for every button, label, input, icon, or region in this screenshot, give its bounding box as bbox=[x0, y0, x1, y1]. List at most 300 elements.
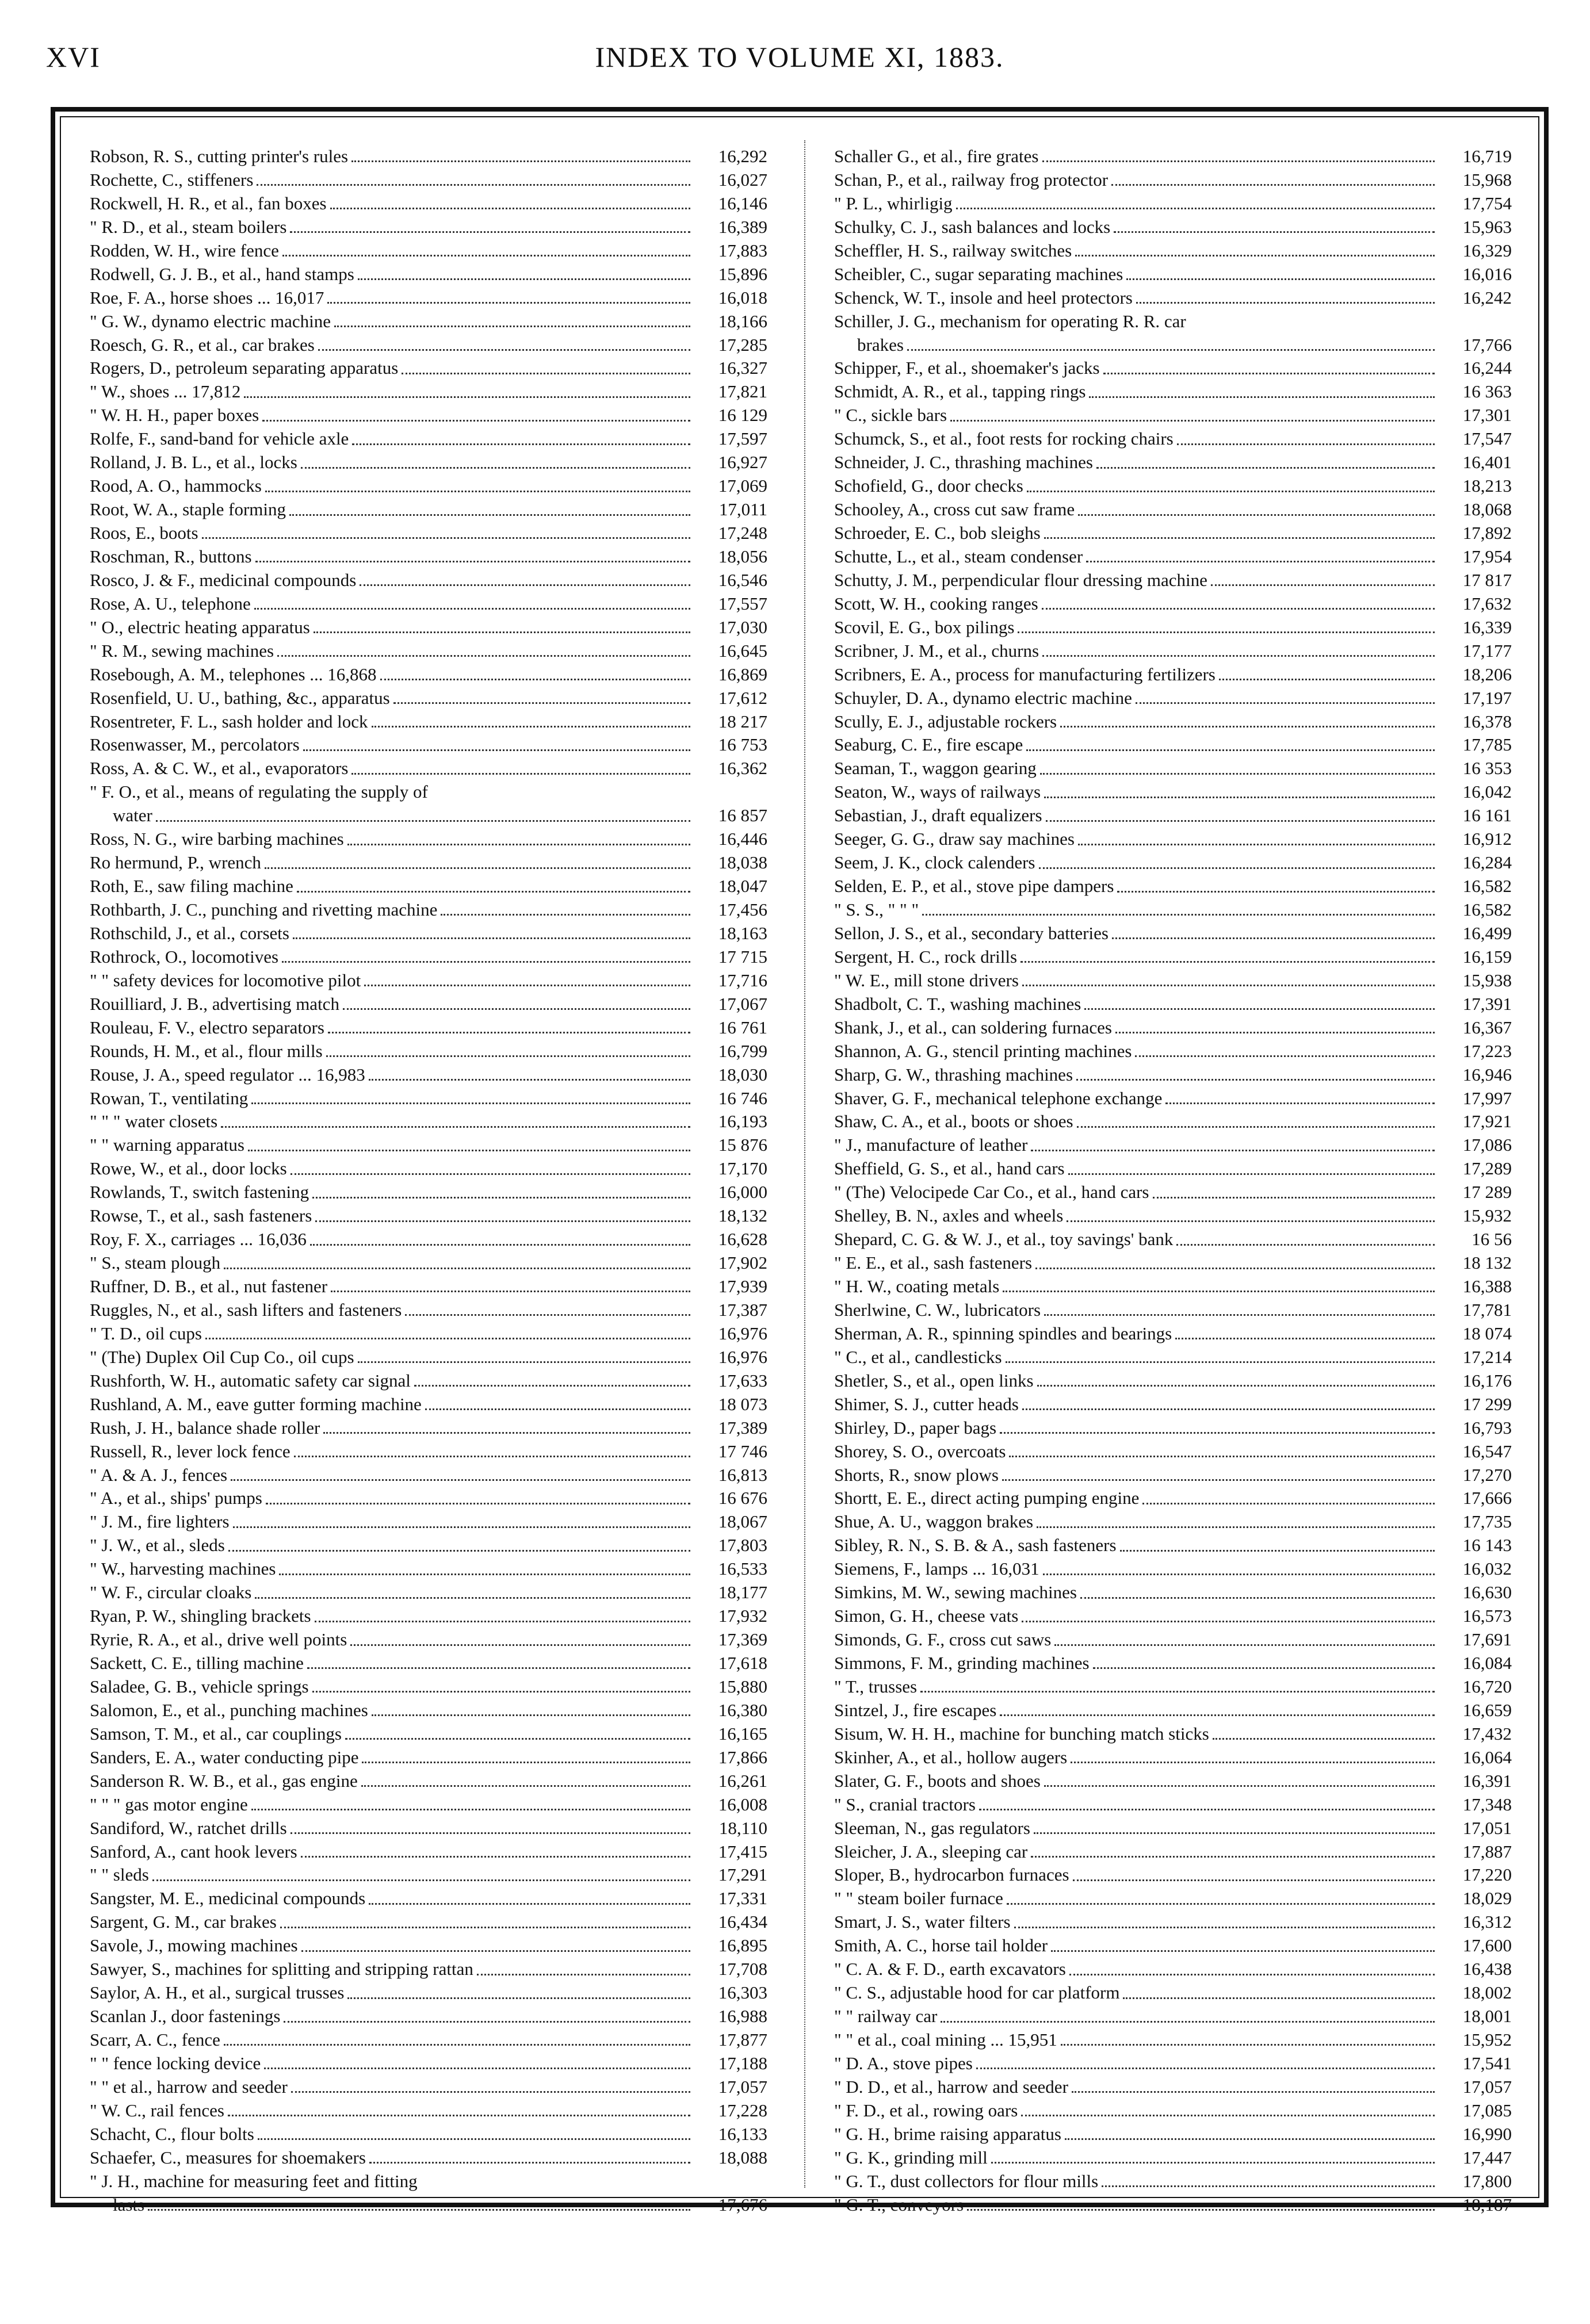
index-entry bbox=[90, 498, 767, 522]
index-entry bbox=[90, 1204, 767, 1228]
patent-number: 17,954 bbox=[1462, 546, 1512, 566]
index-entry bbox=[834, 474, 1512, 498]
entry-text: Sloper, B., hydrocarbon furnaces bbox=[834, 1864, 1069, 1885]
entry-text: Rowlands, T., switch fastening bbox=[90, 1182, 309, 1203]
dot-leader bbox=[244, 396, 690, 398]
patent-number: 17,600 bbox=[1462, 1935, 1512, 1956]
index-entry bbox=[834, 145, 1512, 169]
dot-leader bbox=[941, 2020, 1435, 2023]
index-entry bbox=[90, 1534, 767, 1557]
index-entry bbox=[834, 1817, 1512, 1840]
dot-leader bbox=[979, 1808, 1435, 1810]
page-header bbox=[46, 40, 1553, 86]
entry-text: Seaton, W., ways of railways bbox=[834, 782, 1041, 802]
entry-text: Schacht, C., flour bolts bbox=[90, 2123, 254, 2144]
entry-text: " " steam boiler furnace bbox=[834, 1888, 1003, 1909]
patent-number: 16 56 bbox=[1471, 1229, 1512, 1250]
index-entry bbox=[90, 1299, 767, 1322]
dot-leader bbox=[1213, 1737, 1435, 1740]
entry-text: Rouleau, F. V., electro separators bbox=[90, 1017, 324, 1037]
dot-leader bbox=[323, 1431, 690, 1434]
dot-leader bbox=[327, 301, 690, 304]
patent-number: 16,327 bbox=[718, 358, 767, 378]
index-entry bbox=[834, 1675, 1512, 1699]
entry-text: Salomon, E., et al., punching machines bbox=[90, 1699, 368, 1720]
index-entry bbox=[834, 192, 1512, 216]
entry-text: Rodwell, G. J. B., et al., hand stamps bbox=[90, 263, 354, 284]
patent-number: 17,291 bbox=[718, 1864, 767, 1885]
entry-text: Schaefer, C., measures for shoemakers bbox=[90, 2147, 366, 2168]
index-entry bbox=[90, 1275, 767, 1299]
patent-number: 16,813 bbox=[718, 1464, 767, 1485]
entry-text: " " railway car bbox=[834, 2006, 938, 2027]
patent-number: 17,289 bbox=[1462, 1158, 1512, 1179]
patent-number: 16,976 bbox=[718, 1346, 767, 1367]
index-entry bbox=[90, 1157, 767, 1181]
dot-leader bbox=[1126, 278, 1435, 280]
index-entry bbox=[834, 1040, 1512, 1063]
index-entry bbox=[90, 1016, 767, 1040]
entry-text: Ryrie, R. A., et al., drive well points bbox=[90, 1629, 347, 1650]
entry-text: Roth, E., saw filing machine bbox=[90, 876, 293, 897]
patent-number: 18,038 bbox=[718, 852, 767, 873]
dot-leader bbox=[1093, 1667, 1435, 1669]
entry-text: Sherman, A. R., spinning spindles and bearings bbox=[834, 1323, 1172, 1343]
dot-leader bbox=[976, 2067, 1435, 2069]
patent-number: 16,165 bbox=[718, 1723, 767, 1744]
dot-leader bbox=[228, 2114, 690, 2116]
patent-number: 16,339 bbox=[1462, 617, 1512, 637]
dot-leader bbox=[1136, 702, 1435, 704]
dot-leader bbox=[1040, 772, 1435, 775]
patent-number: 16,027 bbox=[718, 169, 767, 190]
index-entry bbox=[834, 757, 1512, 780]
entry-text: Samson, T. M., et al., car couplings bbox=[90, 1723, 342, 1744]
patent-number: 18 074 bbox=[1462, 1323, 1512, 1343]
index-entry bbox=[834, 498, 1512, 522]
dot-leader bbox=[1044, 796, 1435, 798]
patent-number: 15,952 bbox=[1462, 2030, 1512, 2050]
index-entry bbox=[834, 1322, 1512, 1346]
dot-leader bbox=[441, 913, 690, 916]
dot-leader bbox=[347, 1997, 690, 1999]
dot-leader bbox=[1002, 1479, 1435, 1481]
dot-leader bbox=[1176, 1243, 1435, 1246]
entry-text: Shimer, S. J., cutter heads bbox=[834, 1393, 1019, 1414]
index-column-right bbox=[834, 145, 1512, 2217]
patent-number: 17,557 bbox=[718, 593, 767, 614]
dot-leader bbox=[290, 231, 690, 233]
dot-leader bbox=[282, 960, 690, 963]
index-entry bbox=[90, 1228, 767, 1251]
patent-number: 18,056 bbox=[718, 546, 767, 566]
dot-leader bbox=[1014, 1926, 1435, 1928]
entry-text: " D. A., stove pipes bbox=[834, 2053, 973, 2073]
patent-number: 17,170 bbox=[718, 1158, 767, 1179]
entry-text: Scanlan J., door fastenings bbox=[90, 2006, 281, 2027]
dot-leader bbox=[255, 560, 690, 562]
dot-leader bbox=[264, 2067, 690, 2069]
entry-text: " J. H., machine for measuring feet and fitting bbox=[90, 2170, 418, 2191]
dot-leader bbox=[1103, 372, 1435, 374]
index-entry bbox=[834, 1863, 1512, 1887]
dot-leader bbox=[228, 1549, 690, 1552]
patent-number: 15 876 bbox=[718, 1135, 767, 1155]
dot-leader bbox=[922, 913, 1435, 916]
patent-number: 18,067 bbox=[718, 1511, 767, 1532]
index-entry bbox=[834, 1628, 1512, 1652]
patent-number: 16,976 bbox=[718, 1323, 767, 1343]
index-entry bbox=[90, 192, 767, 216]
index-entry bbox=[90, 757, 767, 780]
entry-text: " T. D., oil cups bbox=[90, 1323, 202, 1343]
index-entry bbox=[834, 1440, 1512, 1464]
dot-leader bbox=[1065, 2138, 1435, 2140]
index-entry bbox=[834, 640, 1512, 663]
index-entry bbox=[834, 1416, 1512, 1440]
patent-number: 17,691 bbox=[1462, 1629, 1512, 1650]
dot-leader bbox=[1123, 1997, 1435, 1999]
dot-leader bbox=[280, 1926, 690, 1928]
dot-leader bbox=[1003, 1290, 1435, 1292]
dot-leader bbox=[1037, 1526, 1435, 1528]
patent-number: 18,166 bbox=[718, 311, 767, 331]
entry-text: " G. T., dust collectors for flour mills bbox=[834, 2170, 1099, 2191]
dot-leader bbox=[1061, 2043, 1435, 2046]
dot-leader bbox=[307, 1667, 690, 1669]
index-entry bbox=[834, 1910, 1512, 1934]
dot-leader bbox=[364, 984, 690, 986]
dot-leader bbox=[291, 1173, 690, 1175]
entry-text: Scovil, E. G., box pilings bbox=[834, 617, 1015, 637]
dot-leader bbox=[1069, 1973, 1435, 1975]
entry-text: Roesch, G. R., et al., car brakes bbox=[90, 334, 315, 355]
index-entry bbox=[834, 263, 1512, 286]
patent-number: 18,132 bbox=[718, 1205, 767, 1226]
entry-text: Sawyer, S., machines for splitting and stripping rattan bbox=[90, 1959, 473, 1980]
dot-leader bbox=[1000, 1714, 1435, 1716]
dot-leader bbox=[251, 1102, 690, 1104]
dot-leader bbox=[301, 1950, 690, 1952]
index-entry bbox=[90, 2170, 767, 2193]
entry-text: Rounds, H. M., et al., flour mills bbox=[90, 1040, 323, 1061]
dot-leader bbox=[1089, 396, 1435, 398]
dot-leader bbox=[1034, 1832, 1435, 1834]
patent-number: 17,214 bbox=[1462, 1346, 1512, 1367]
index-entry bbox=[834, 1934, 1512, 1958]
patent-number: 15,880 bbox=[718, 1676, 767, 1697]
entry-text: Shepard, C. G. & W. J., et al., toy savings' bank bbox=[834, 1229, 1174, 1250]
index-entry bbox=[834, 875, 1512, 898]
entry-text: Skinher, A., et al., hollow augers bbox=[834, 1747, 1068, 1767]
dot-leader bbox=[477, 1973, 690, 1975]
dot-leader bbox=[1044, 537, 1435, 539]
dot-leader bbox=[1000, 1431, 1435, 1434]
dot-leader bbox=[291, 1832, 690, 1834]
index-entry bbox=[90, 1134, 767, 1157]
patent-number: 17,387 bbox=[718, 1299, 767, 1320]
entry-text: lasts bbox=[113, 2194, 145, 2215]
patent-number: 17,270 bbox=[1462, 1464, 1512, 1485]
entry-text: Schenck, W. T., insole and heel protectors bbox=[834, 287, 1133, 308]
patent-number: 16,389 bbox=[718, 216, 767, 237]
dot-leader bbox=[1027, 490, 1435, 492]
patent-number: 17,369 bbox=[718, 1629, 767, 1650]
entry-text: Sintzel, J., fire escapes bbox=[834, 1699, 997, 1720]
dot-leader bbox=[231, 1479, 690, 1481]
patent-number: 17,785 bbox=[1462, 734, 1512, 755]
dot-leader bbox=[1077, 1125, 1435, 1128]
patent-number: 17,456 bbox=[718, 899, 767, 920]
entry-text: Shank, J., et al., can soldering furnaces bbox=[834, 1017, 1112, 1037]
entry-text: Siemens, F., lamps ... 16,031 bbox=[834, 1559, 1039, 1579]
dot-leader bbox=[156, 820, 690, 822]
patent-number: 16 761 bbox=[718, 1017, 767, 1037]
index-entry bbox=[834, 1699, 1512, 1722]
entry-text: Sleeman, N., gas regulators bbox=[834, 1817, 1030, 1838]
patent-number: 16,869 bbox=[718, 664, 767, 684]
entry-text: " O., electric heating apparatus bbox=[90, 617, 310, 637]
dot-leader bbox=[1068, 1173, 1435, 1175]
dot-leader bbox=[1042, 654, 1435, 657]
dot-leader bbox=[1086, 560, 1435, 562]
patent-number: 17,735 bbox=[1462, 1511, 1512, 1532]
index-entry bbox=[90, 2076, 767, 2099]
index-entry bbox=[834, 2028, 1512, 2052]
dot-leader bbox=[1022, 1620, 1435, 1622]
patent-number: 17,432 bbox=[1462, 1723, 1512, 1744]
index-entry bbox=[834, 2123, 1512, 2146]
patent-number: 17,754 bbox=[1462, 193, 1512, 213]
index-entry bbox=[834, 380, 1512, 404]
dot-leader bbox=[1075, 254, 1435, 256]
index-entry bbox=[834, 780, 1512, 804]
dot-leader bbox=[1135, 1055, 1435, 1057]
patent-number: 16,546 bbox=[718, 569, 767, 590]
dot-leader bbox=[1080, 1596, 1435, 1599]
index-entry bbox=[834, 1157, 1512, 1181]
dot-leader bbox=[1114, 231, 1435, 233]
entry-text: Shortt, E. E., direct acting pumping engine bbox=[834, 1488, 1140, 1509]
entry-text: Schuyler, D. A., dynamo electric machine bbox=[834, 687, 1132, 708]
index-entry bbox=[90, 851, 767, 875]
entry-text: " D. D., et al., harrow and seeder bbox=[834, 2076, 1068, 2097]
index-entry bbox=[90, 616, 767, 640]
entry-text: Sergent, H. C., rock drills bbox=[834, 946, 1018, 967]
index-entry bbox=[834, 522, 1512, 545]
entry-text: Rushforth, W. H., automatic safety car signal bbox=[90, 1370, 411, 1391]
patent-number: 17,057 bbox=[1462, 2076, 1512, 2097]
patent-number: 15,896 bbox=[718, 263, 767, 284]
index-entry bbox=[90, 404, 767, 427]
index-entry bbox=[90, 1605, 767, 1628]
index-entry bbox=[90, 1981, 767, 2005]
index-entry bbox=[90, 1770, 767, 1793]
entry-text: Roos, E., boots bbox=[90, 523, 198, 543]
index-entry bbox=[90, 1699, 767, 1722]
patent-number: 16,659 bbox=[1462, 1699, 1512, 1720]
dot-leader bbox=[334, 325, 690, 327]
entry-text: Rosco, J. & F., medicinal compounds bbox=[90, 569, 357, 590]
entry-text: " W. E., mill stone drivers bbox=[834, 970, 1019, 990]
entry-text: Schroeder, E. C., bob sleighs bbox=[834, 523, 1041, 543]
patent-number: 16,499 bbox=[1462, 922, 1512, 943]
entry-text: Shorey, S. O., overcoats bbox=[834, 1441, 1006, 1461]
patent-number: 16,628 bbox=[718, 1229, 767, 1250]
entry-text: Rush, J. H., balance shade roller bbox=[90, 1417, 320, 1438]
patent-number: 16,895 bbox=[718, 1935, 767, 1956]
patent-number: 17,348 bbox=[1462, 1794, 1512, 1814]
entry-text: Scribner, J. M., et al., churns bbox=[834, 640, 1039, 661]
dot-leader bbox=[258, 2138, 690, 2140]
patent-number: 18,213 bbox=[1462, 476, 1512, 496]
dot-leader bbox=[1112, 937, 1435, 939]
dot-leader bbox=[351, 772, 690, 775]
dot-leader bbox=[358, 1361, 690, 1363]
entry-text: " G. W., dynamo electric machine bbox=[90, 311, 331, 331]
patent-number: 16,582 bbox=[1462, 899, 1512, 920]
dot-leader bbox=[233, 1526, 690, 1528]
index-entry bbox=[834, 1887, 1512, 1910]
index-entry bbox=[90, 1181, 767, 1204]
patent-number: 16,547 bbox=[1462, 1441, 1512, 1461]
patent-number: 17,716 bbox=[718, 970, 767, 990]
index-entry bbox=[90, 522, 767, 545]
index-entry bbox=[90, 898, 767, 922]
dot-leader bbox=[1111, 183, 1435, 186]
index-entry bbox=[90, 2028, 767, 2052]
index-entry bbox=[90, 1487, 767, 1510]
dot-leader bbox=[1044, 1314, 1435, 1316]
index-entry bbox=[834, 851, 1512, 875]
dot-leader bbox=[350, 1644, 690, 1646]
dot-leader bbox=[328, 1031, 690, 1033]
patent-number: 17,666 bbox=[1462, 1488, 1512, 1509]
index-entry bbox=[834, 1487, 1512, 1510]
entry-text: " A., et al., ships' pumps bbox=[90, 1488, 262, 1509]
entry-text: " F. O., et al., means of regulating the supply of bbox=[90, 782, 428, 802]
entry-text: Shelley, B. N., axles and wheels bbox=[834, 1205, 1064, 1226]
patent-number: 16,799 bbox=[718, 1040, 767, 1061]
dot-leader bbox=[1071, 1761, 1435, 1763]
patent-number: 17,676 bbox=[718, 2194, 767, 2215]
entry-text: Shannon, A. G., stencil printing machines bbox=[834, 1040, 1132, 1061]
patent-number: 16,018 bbox=[718, 287, 767, 308]
entry-text: " C., et al., candlesticks bbox=[834, 1346, 1002, 1367]
index-entry bbox=[834, 1087, 1512, 1111]
patent-number: 18,163 bbox=[718, 922, 767, 943]
entry-text: " R. D., et al., steam boilers bbox=[90, 216, 287, 237]
patent-number: 17,085 bbox=[1462, 2100, 1512, 2120]
page-title: INDEX TO VOLUME XI, 1883. bbox=[595, 41, 1004, 73]
entry-text: Shadbolt, C. T., washing machines bbox=[834, 993, 1081, 1014]
dot-leader bbox=[369, 1902, 690, 1905]
dot-leader bbox=[347, 843, 690, 845]
entry-text: " C., sickle bars bbox=[834, 405, 947, 426]
entry-text: Roy, F. X., carriages ... 16,036 bbox=[90, 1229, 307, 1250]
dot-leader bbox=[312, 1690, 690, 1693]
patent-number: 17,932 bbox=[718, 1606, 767, 1626]
entry-text: Rosebough, A. M., telephones ... 16,868 bbox=[90, 664, 377, 684]
patent-number: 16,912 bbox=[1462, 829, 1512, 849]
index-entry bbox=[834, 1228, 1512, 1251]
dot-leader bbox=[414, 1384, 690, 1387]
patent-number: 16,032 bbox=[1462, 1559, 1512, 1579]
patent-number: 16,000 bbox=[718, 1182, 767, 1203]
patent-number: 17,803 bbox=[718, 1535, 767, 1556]
entry-text: " W., harvesting machines bbox=[90, 1559, 276, 1579]
index-entry bbox=[90, 993, 767, 1016]
dot-leader bbox=[1078, 843, 1435, 845]
index-entry bbox=[834, 2076, 1512, 2099]
index-entry bbox=[90, 945, 767, 969]
index-entry bbox=[834, 687, 1512, 710]
patent-number: 17,188 bbox=[718, 2053, 767, 2073]
entry-text: Sackett, C. E., tilling machine bbox=[90, 1653, 304, 1673]
entry-text: Sellon, J. S., et al., secondary batteries bbox=[834, 922, 1109, 943]
patent-number: 17,766 bbox=[1462, 334, 1512, 355]
entry-text: Smith, A. C., horse tail holder bbox=[834, 1935, 1048, 1956]
index-entry bbox=[834, 545, 1512, 569]
dot-leader bbox=[967, 2208, 1435, 2211]
dot-leader bbox=[343, 1008, 690, 1010]
entry-text: Seeger, G. G., draw say machines bbox=[834, 829, 1075, 849]
dot-leader bbox=[393, 702, 690, 704]
entry-text: Robson, R. S., cutting printer's rules bbox=[90, 146, 349, 166]
entry-text: " G. H., brime raising apparatus bbox=[834, 2123, 1061, 2144]
entry-text: " " warning apparatus bbox=[90, 1135, 244, 1155]
dot-leader bbox=[294, 1455, 690, 1457]
patent-number: 17,821 bbox=[718, 381, 767, 402]
entry-text: Simmons, F. M., grinding machines bbox=[834, 1653, 1090, 1673]
patent-number: 18 073 bbox=[718, 1393, 767, 1414]
index-entry bbox=[834, 1652, 1512, 1675]
entry-text: Schutty, J. M., perpendicular flour dressing machine bbox=[834, 569, 1207, 590]
dot-leader bbox=[248, 1149, 690, 1151]
dot-leader bbox=[1136, 301, 1435, 304]
entry-text: Schmidt, A. R., et al., tapping rings bbox=[834, 381, 1086, 402]
entry-text: Rothschild, J., et al., corsets bbox=[90, 922, 289, 943]
dot-leader bbox=[315, 1220, 690, 1222]
entry-text: Schneider, J. C., thrashing machines bbox=[834, 452, 1093, 473]
patent-number: 17,708 bbox=[718, 1959, 767, 1980]
patent-number: 16 143 bbox=[1462, 1535, 1512, 1556]
dot-leader bbox=[1073, 1879, 1435, 1881]
dot-leader bbox=[152, 1879, 690, 1881]
dot-leader bbox=[1037, 1384, 1435, 1387]
index-entry bbox=[834, 592, 1512, 616]
entry-text: Rowan, T., ventilating bbox=[90, 1088, 249, 1108]
dot-leader bbox=[318, 349, 690, 351]
entry-text: " R. M., sewing machines bbox=[90, 640, 274, 661]
entry-text: Simon, G. H., cheese vats bbox=[834, 1606, 1019, 1626]
index-entry bbox=[834, 616, 1512, 640]
patent-number: 17,892 bbox=[1462, 523, 1512, 543]
patent-number: 17,011 bbox=[718, 499, 767, 520]
dot-leader bbox=[1020, 960, 1435, 963]
entry-text: " " fence locking device bbox=[90, 2053, 261, 2073]
patent-number: 16,084 bbox=[1462, 1653, 1512, 1673]
entry-text: " " " gas motor engine bbox=[90, 1794, 248, 1814]
index-entry bbox=[90, 1910, 767, 1934]
index-entry bbox=[834, 2052, 1512, 2076]
entry-text: Sherlwine, C. W., lubricators bbox=[834, 1299, 1041, 1320]
patent-number: 17 299 bbox=[1462, 1393, 1512, 1414]
dot-leader bbox=[301, 1855, 690, 1858]
patent-number: 16,990 bbox=[1462, 2123, 1512, 2144]
patent-number: 17,632 bbox=[1462, 593, 1512, 614]
index-entry bbox=[90, 1793, 767, 1817]
